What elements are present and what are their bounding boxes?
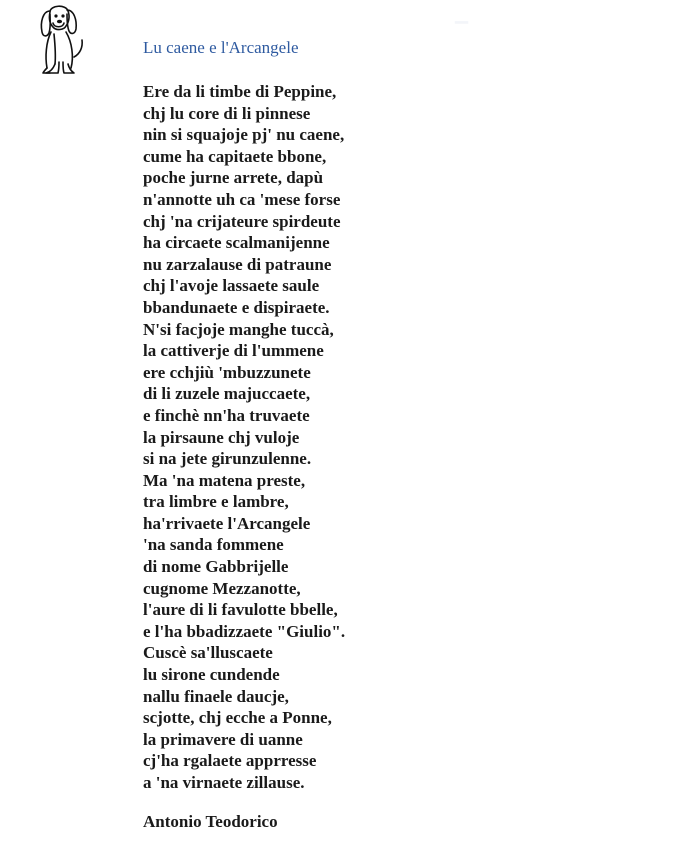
poem-line: Ere da li timbe di Peppine, (143, 82, 337, 101)
poem-line: la primavere di uanne (143, 729, 303, 749)
poem-title: Lu caene e l'Arcangele (143, 38, 299, 57)
poem-line: l'aure di li favulotte bbelle, (143, 600, 338, 620)
poem-line: cj'ha rgalaete apprresse (143, 751, 317, 771)
poem-line: la pirsaune chj vuloje (143, 427, 300, 447)
poem-line: chj l'avoje lassaete saule (143, 276, 320, 296)
poem-line: Ma 'na matena preste, (143, 470, 306, 490)
poem-line: N'si facjoje manghe tuccà, (143, 319, 334, 339)
poem-line: 'na sanda fommene (143, 535, 284, 555)
bleed-through-mark: ▔ (455, 22, 469, 41)
poem-line: cugnome Mezzanotte, (143, 578, 301, 598)
poem-line: a 'na virnaete zillause. (143, 773, 305, 792)
poem-line: si na jete girunzulenne. (143, 449, 312, 469)
poem-line: Cuscè sa'lluscaete (143, 643, 273, 663)
poem-line: poche jurne arrete, dapù (143, 168, 324, 188)
poem-line: nin si squajoje pj' nu caene, (143, 125, 345, 145)
poem-author: Antonio Teodorico (143, 812, 278, 831)
poem-line: la cattiverje di l'ummene (143, 341, 324, 361)
poem-line: chj lu core di li pinnese (143, 103, 311, 123)
poem-line: tra limbre e lambre, (143, 492, 289, 512)
poem-line: lu sirone cundende (143, 665, 280, 685)
poem-line: di nome Gabbrijelle (143, 557, 289, 577)
poem-line: di li zuzele majuccaete, (143, 384, 311, 404)
poem-line: chj 'na crijateure spirdeute (143, 211, 341, 231)
poem-line: ere cchjiù 'mbuzzunete (143, 362, 311, 382)
poem-line: bbandunaete e dispiraete. (143, 297, 330, 317)
poem-line: e finchè nn'ha truvaete (143, 405, 310, 425)
poem-line: nallu finaele daucje, (143, 686, 289, 706)
dog-clipart-icon (36, 2, 88, 76)
poem-line: ha'rrivaete l'Arcangele (143, 513, 311, 533)
poem-line: nu zarzalause di patraune (143, 254, 332, 274)
poem-line: n'annotte uh ca 'mese forse (143, 189, 341, 209)
poem-body (143, 81, 345, 794)
poem-line: scjotte, chj ecche a Ponne, (143, 708, 332, 728)
poem-line: cume ha capitaete bbone, (143, 146, 327, 166)
poem-line: ha circaete scalmanijenne (143, 233, 330, 253)
poem-line: e l'ha bbadizzaete "Giulio". (143, 621, 346, 641)
